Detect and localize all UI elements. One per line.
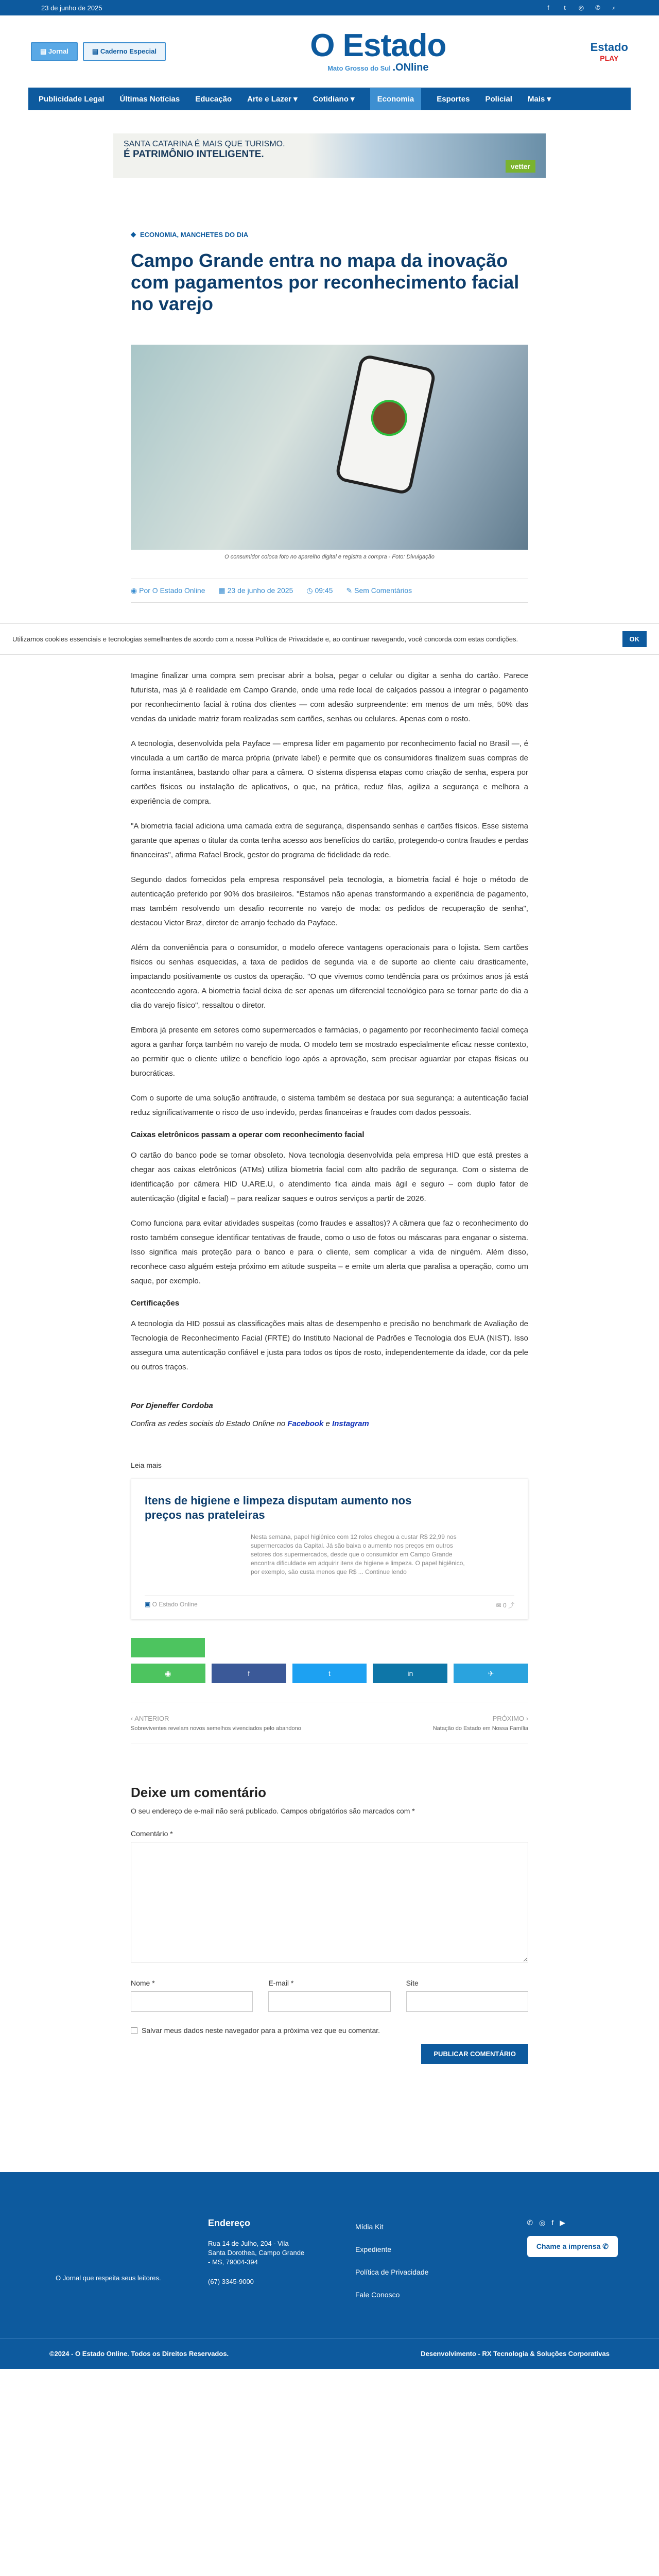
banner-line-2: É PATRIMÔNIO INTELIGENTE. bbox=[124, 149, 264, 160]
youtube-icon[interactable]: ▶ bbox=[560, 2218, 565, 2227]
address-title: Endereço bbox=[208, 2218, 251, 2228]
chevron-right-icon: › bbox=[526, 1715, 528, 1722]
name-label: Nome * bbox=[131, 1979, 155, 1987]
share-telegram-button[interactable]: ✈ bbox=[454, 1664, 528, 1683]
footer-social bbox=[527, 2218, 565, 2227]
email-label: E-mail * bbox=[268, 1979, 294, 1987]
nav-item-publicidade-legal[interactable]: Publicidade Legal bbox=[39, 94, 105, 104]
meta-author[interactable]: ◉ Por O Estado Online bbox=[131, 586, 205, 595]
top-bar bbox=[0, 0, 659, 15]
categories-text: ECONOMIA, MANCHETES DO DIA bbox=[140, 230, 249, 239]
footer-phone: (67) 3345-9000 bbox=[208, 2278, 254, 2285]
paragraph: Imagine finalizar uma compra sem precisar abrir a bolsa, pegar o celular ou digitar a senha do cartão. Parece futurista, mas já é realidade em Campo Grande, onde uma rede local de calçados passou a integrar o pagamento por reconhecimento facial à rotina dos clientes — com adesão surpreendente: em menos de um mês, 50% das vendas da unidade matriz foram realizadas sem cartões, senhas ou celulares. Apenas com o rosto. bbox=[131, 671, 528, 723]
site-header bbox=[0, 15, 659, 88]
footer-address bbox=[208, 2218, 306, 2286]
current-date: 23 de junho de 2025 bbox=[41, 4, 102, 12]
footer-link-expediente[interactable]: Expediente bbox=[355, 2245, 392, 2253]
estado-play-logo[interactable] bbox=[591, 41, 628, 62]
instagram-link[interactable]: Instagram bbox=[332, 1419, 369, 1428]
nav-item-esportes[interactable]: Esportes bbox=[437, 94, 470, 104]
chame-label: Chame a imprensa bbox=[536, 2242, 601, 2250]
banner-brand: vetter bbox=[506, 160, 535, 173]
comment-note: O seu endereço de e-mail não será publicado. Campos obrigatórios são marcados com * bbox=[131, 1807, 415, 1815]
follow-social bbox=[131, 1419, 528, 1428]
twitter-icon[interactable]: t bbox=[564, 4, 566, 11]
article-author: Por Djeneffer Cordoba bbox=[131, 1401, 213, 1410]
tag-icon: ◆ bbox=[131, 230, 136, 238]
cookie-text: Utilizamos cookies essenciais e tecnologias semelhantes de acordo com a nossa Política de Privacidade e, ao continuar navegando, você concorda com estas condições. bbox=[12, 635, 518, 643]
meta-author-text: Por O Estado Online bbox=[139, 586, 205, 595]
article-categories[interactable] bbox=[131, 230, 528, 239]
meta-comments[interactable]: ✎ Sem Comentários bbox=[346, 586, 412, 595]
image-caption: O consumidor coloca foto no aparelho digital e registra a compra - Foto: Divulgação bbox=[224, 554, 435, 560]
meta-date: ▦ 23 de junho de 2025 bbox=[218, 586, 293, 595]
paragraph: O cartão do banco pode se tornar obsoleto. Nova tecnologia desenvolvida pela empresa HID que está prestes a chegar aos caixas eletrônicos (ATMs) utiliza biometria facial com alto padrão de segurança. Com o sistema de identificação por câmera HID U.ARE.U, o atendimento fica ainda mais ágil e seguro – com duplo fator de autenticação (digital e facial) – para realizar saques e outros serviços a partir de 2026. bbox=[131, 1151, 528, 1203]
prev-title: Sobreviventes revelam novos semelhos vivenciados pelo abandono bbox=[131, 1725, 301, 1732]
related-comments-count: 0 bbox=[502, 1602, 507, 1609]
post-navigation bbox=[131, 1703, 528, 1743]
source-logo: ▣ bbox=[145, 1601, 152, 1608]
next-label: PRÓXIMO bbox=[492, 1715, 525, 1722]
facebook-link[interactable]: Facebook bbox=[287, 1419, 324, 1428]
play-logo-sub: PLAY bbox=[600, 54, 619, 62]
paragraph: Embora já presente em setores como supermercados e farmácias, o pagamento por reconhecimento facial começa agora a ganhar força também no varejo de moda. O modelo tem se mostrado especialmente eficaz nesse contexto, ao permitir que o cliente utilize o benefício logo após a aprovação, sem precisar aguardar por etapas físicas ou burocráticas. bbox=[131, 1026, 528, 1078]
site-footer bbox=[0, 2172, 659, 2369]
paragraph: A tecnologia da HID possui as classificações mais altas de desempenho e precisão no benchmark de Avaliação de Tecnologia de Reconhecimento Facial (FRTE) do Instituto Nacional de Padrões e Tecnologia dos EUA (NIST). Isso assegura uma autenticação confiável e justa para todos os tipos de rosto, independentemente da idade, cor da pele ou outros traços. bbox=[131, 1319, 528, 1371]
share-linkedin-button[interactable]: in bbox=[373, 1664, 447, 1683]
related-card[interactable] bbox=[131, 1479, 528, 1619]
nav-item-mais[interactable]: Mais ▾ bbox=[527, 95, 551, 104]
search-icon[interactable]: ⌕ bbox=[612, 4, 616, 11]
article-body bbox=[131, 669, 528, 1375]
related-excerpt: Nesta semana, papel higiênico com 12 rolos chegou a custar R$ 22,99 nos supermercados da Capital. Já são baixa o aumento nos preços em outros setores dos supermercados, desde que o consumidor em Campo Grande encontra dificuldade em adquirir itens de higiene e limpeza. O papel higiênico, por exemplo, são custa menos que R$ ... Continue lendo bbox=[251, 1533, 465, 1575]
instagram-icon[interactable]: ◎ bbox=[539, 2218, 546, 2227]
save-data-label: Salvar meus dados neste navegador para a próxima vez que eu comentar. bbox=[142, 2026, 380, 2035]
share-twitter-button[interactable]: t bbox=[292, 1664, 367, 1683]
chame-imprensa-button[interactable]: Chame a imprensa ✆ bbox=[527, 2236, 618, 2257]
publish-comment-button[interactable]: PUBLICAR COMENTÁRIO bbox=[421, 2044, 528, 2064]
related-source-text: O Estado Online bbox=[152, 1601, 198, 1608]
share-facebook-button[interactable]: f bbox=[212, 1664, 286, 1683]
meta-time: ◷ 09:45 bbox=[306, 586, 333, 595]
meta-time-text: 09:45 bbox=[315, 586, 333, 595]
logo-sub-text: Mato Grosso do Sul bbox=[327, 64, 391, 72]
comment-form bbox=[131, 1785, 528, 2064]
face-illustration bbox=[368, 397, 410, 439]
related-title[interactable]: Itens de higiene e limpeza disputam aumento nos preços nas prateleiras bbox=[145, 1494, 412, 1521]
footer-bottom bbox=[0, 2338, 659, 2369]
save-data-checkbox[interactable] bbox=[131, 2027, 137, 2034]
paragraph: "A biometria facial adiciona uma camada extra de segurança, dispensando senhas e cartões físicos. Esse sistema garante que apenas o titular da conta tenha acesso aos benefícios do cartão, protegendo-o contra fraudes e perdas financeiras", afirma Rafael Brock, gestor do programa de fidelidade da rede. bbox=[131, 822, 528, 859]
nav-item-ultimas-noticias[interactable]: Últimas Notícias bbox=[119, 94, 180, 104]
caderno-especial-button[interactable]: ▤ Caderno Especial bbox=[83, 42, 166, 61]
article bbox=[131, 230, 528, 2064]
paragraph: Com o suporte de uma solução antifraude, o sistema também se destaca por sua segurança: a autenticação facial reduz significativamente o risco de uso indevido, perdas financeiras e fraudes com dados pessoais. bbox=[131, 1094, 528, 1117]
play-logo-text: Estado bbox=[590, 41, 628, 54]
whatsapp-icon[interactable]: ✆ bbox=[527, 2218, 533, 2227]
next-post-link[interactable] bbox=[433, 1715, 528, 1732]
article-hero-image bbox=[131, 345, 528, 550]
paragraph: Segundo dados fornecidos pela empresa responsável pela tecnologia, a biometria facial é hoje o método de autenticação preferido por 90% dos brasileiros. "Estamos não apenas transformando a experiência de pagamento, mas também resolvendo um desafio recorrente no varejo de moda: os pedidos de recuperação de senha", destacou Victor Braz, diretor de arranjo fechado da Payface. bbox=[131, 875, 528, 927]
site-label: Site bbox=[406, 1979, 419, 1987]
logo-main-text: O Estado bbox=[310, 27, 446, 63]
share-bar bbox=[131, 1664, 528, 1683]
related-comments[interactable]: ✉ 0 ⤴ bbox=[496, 1602, 514, 1609]
related-source bbox=[145, 1601, 198, 1609]
prev-label: ANTERIOR bbox=[134, 1715, 169, 1722]
whatsapp-icon[interactable]: ✆ bbox=[595, 4, 601, 11]
nav-item-cotidiano[interactable]: Cotidiano ▾ bbox=[313, 95, 355, 104]
site-field[interactable] bbox=[406, 1991, 528, 2012]
follow-and: e bbox=[323, 1419, 333, 1428]
jornal-button[interactable]: ▤ Jornal bbox=[31, 42, 78, 61]
follow-text: Confira as redes sociais do Estado Online no bbox=[131, 1419, 288, 1428]
share-whatsapp-button[interactable]: ◉ bbox=[131, 1664, 205, 1683]
ad-banner[interactable] bbox=[113, 133, 546, 178]
cookie-notice bbox=[0, 623, 659, 655]
paragraph: Além da conveniência para o consumidor, o modelo oferece vantagens operacionais para o lojista. Sem cartões físicos ou senhas esquecidas, a taxa de pedidos de segunda via e de suporte ao cliente caiu drasticamente, impactando positivamente os custos da operação. "O que vivemos como tendência para os próximos anos já está acontecendo agora. A biometria facial deixa de ser apenas um diferencial tecnológico para se tornar parte do dia a dia do varejo físico", ressaltou o diretor. bbox=[131, 943, 528, 1010]
email-field[interactable] bbox=[268, 1991, 390, 2012]
nav-item-educacao[interactable]: Educação bbox=[195, 94, 232, 104]
copyright: ©2024 - O Estado Online. Todos os Direitos Reservados. bbox=[49, 2350, 229, 2358]
address-text: Rua 14 de Julho, 204 - Vila Santa Dorothea, Campo Grande - MS, 79004-394 bbox=[208, 2240, 305, 2266]
paragraph: A tecnologia, desenvolvida pela Payface — empresa líder em pagamento por reconhecimento facial no Brasil —, é vinculada a um cartão de marca própria (private label) e permite que os consumidores finalizem suas compras de forma instantânea, bastando olhar para a câmera. O sistema dispensa etapas como criação de senha, espera por cartões físicos ou instalação de aplicativos, o que, na prática, reduz filas, agiliza a segurança e melhora a experiência de compra. bbox=[131, 739, 528, 806]
phone-illustration bbox=[335, 353, 437, 496]
meta-date-text: 23 de junho de 2025 bbox=[227, 586, 293, 595]
meta-comments-text: Sem Comentários bbox=[354, 586, 412, 595]
footer-links bbox=[355, 2208, 428, 2299]
article-meta bbox=[131, 579, 528, 603]
section-heading: Certificações bbox=[131, 1299, 180, 1308]
comment-textarea[interactable] bbox=[131, 1842, 528, 1962]
facebook-icon[interactable]: f bbox=[551, 2218, 554, 2227]
name-field[interactable] bbox=[131, 1991, 253, 2012]
section-heading: Caixas eletrônicos passam a operar com reconhecimento facial bbox=[131, 1130, 365, 1139]
nav-item-arte-e-lazer[interactable]: Arte e Lazer ▾ bbox=[247, 95, 298, 104]
facebook-icon[interactable]: f bbox=[547, 4, 549, 11]
footer-link-midia-kit[interactable]: Mídia Kit bbox=[355, 2223, 384, 2231]
logo-online-text: .ONline bbox=[392, 61, 429, 73]
comment-title: Deixe um comentário bbox=[131, 1785, 266, 1800]
jornal-button-label: Jornal bbox=[48, 47, 68, 55]
main-nav bbox=[28, 88, 631, 110]
next-title: Natação do Estado em Nossa Família bbox=[432, 1725, 528, 1732]
chevron-left-icon: ‹ bbox=[131, 1715, 133, 1722]
footer-link-fale-conosco[interactable]: Fale Conosco bbox=[355, 2291, 400, 2299]
caderno-button-label: Caderno Especial bbox=[100, 47, 157, 55]
footer-link-privacidade[interactable]: Política de Privacidade bbox=[355, 2268, 429, 2276]
site-logo[interactable] bbox=[310, 27, 446, 74]
instagram-icon[interactable]: ◎ bbox=[578, 4, 584, 11]
nav-item-policial[interactable]: Policial bbox=[485, 94, 512, 104]
nav-item-economia[interactable]: Economia bbox=[370, 88, 422, 110]
banner-line-1: SANTA CATARINA É MAIS QUE TURISMO. bbox=[124, 140, 285, 148]
article-title: Campo Grande entra no mapa da inovação com pagamentos por reconhecimento facial no varejo bbox=[131, 250, 519, 314]
developer-credit[interactable]: Desenvolvimento - RX Tecnologia & Soluções Corporativas bbox=[421, 2350, 610, 2358]
footer-slogan: O Jornal que respeita seus leitores. bbox=[56, 2274, 161, 2282]
comment-label: Comentário * bbox=[131, 1829, 173, 1838]
whatsapp-channel-button[interactable] bbox=[131, 1638, 205, 1657]
paragraph: Como funciona para evitar atividades suspeitas (como fraudes e assaltos)? A câmera que faz o reconhecimento do rosto também consegue identificar tentativas de fraude, como o uso de fotos ou máscaras para enganar o sistema. Isso significa mais proteção para o banco e para o cliente, sem complicar a vida de ninguém. Além disso, reconhece caso alguém esteja próximo em atitude suspeita – e emite um alerta que paralisa a operação, como um saque, por exemplo. bbox=[131, 1219, 528, 1285]
read-more-heading: Leia mais bbox=[131, 1461, 162, 1469]
prev-post-link[interactable] bbox=[131, 1715, 301, 1732]
cookie-ok-button[interactable]: OK bbox=[622, 631, 647, 647]
